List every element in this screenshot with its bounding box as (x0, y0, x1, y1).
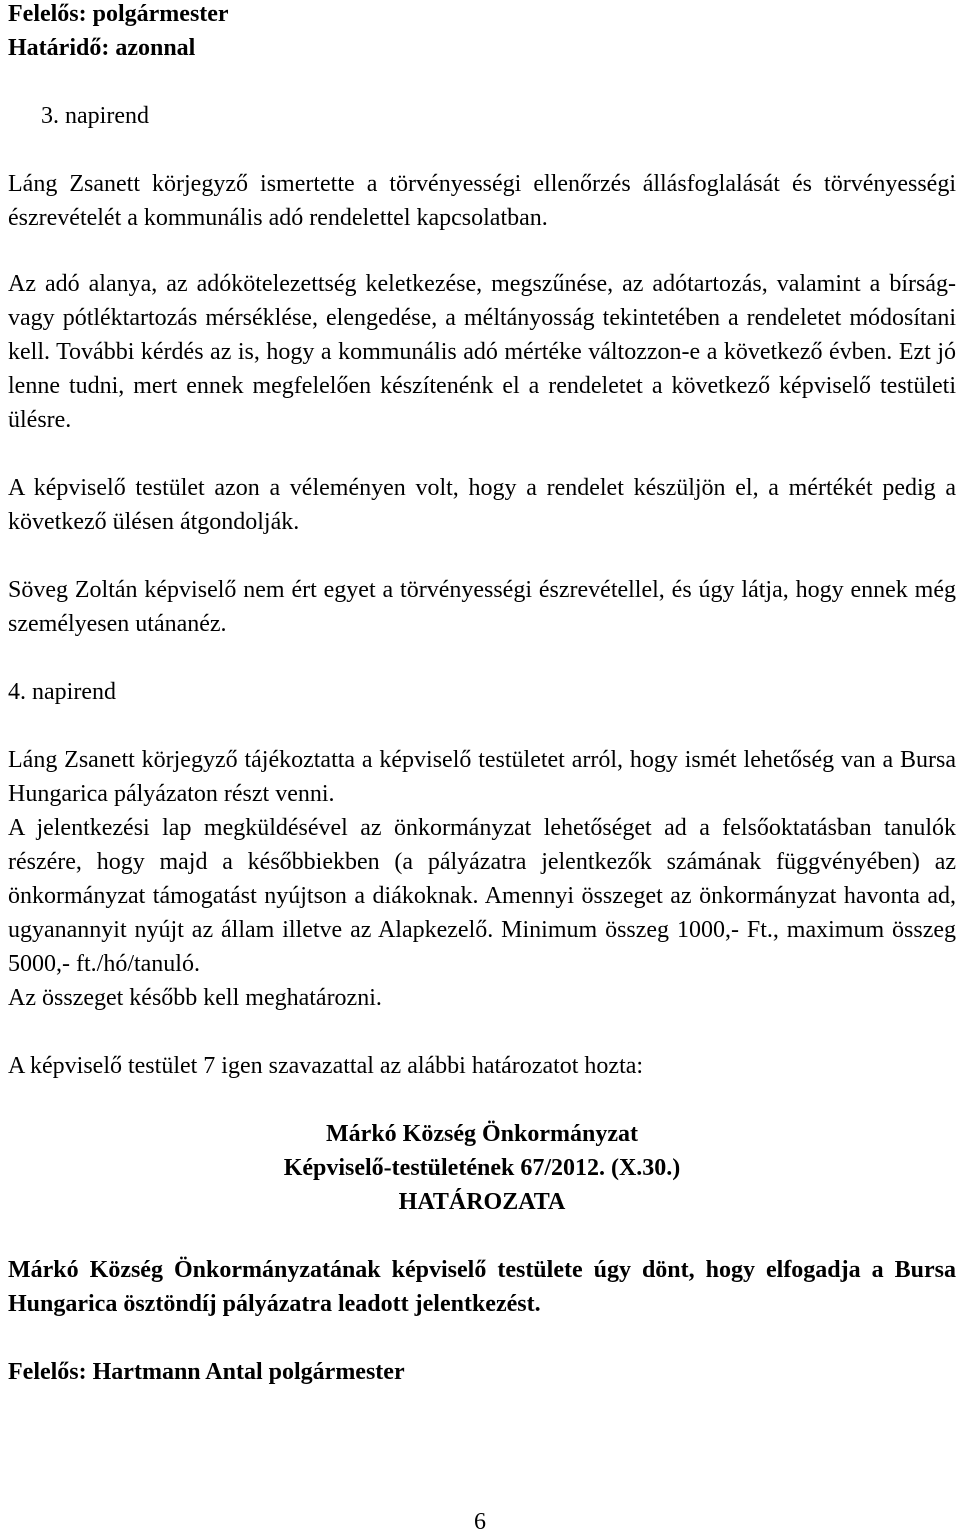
agenda-3-paragraph-1: Az adó alanya, az adókötelezettség keletkezése, megszűnése, az adótartozás, valamint a bírság- vagy pótléktartozás mérséklése, elengedése, a méltányosság tekintetében a rendeletet módosítani kell. További kérdés az is, hogy a kommunális adó mértéke változzon-e a következő évben. Ezt jó lenne tudni, mert ennek megfelelően készítenénk el a rendeletet a következő képviselő testületi ülésre. (8, 271, 956, 433)
header-deadline: Határidő: azonnal (8, 35, 196, 61)
vote-statement: A képviselő testület 7 igen szavazattal az alábbi határozatot hozta: (8, 1053, 644, 1079)
agenda-4-paragraph-2: A jelentkezési lap megküldésével az önkormányzat lehetőséget ad a felsőoktatásban tanulók részére, hogy majd a későbbiekben (a pályázatra jelentkezők számának függvényében) az önkormányzat támogatást nyújtson a diákoknak. Amennyi összeget az önkormányzat havonta ad, ugyanannyit nyújt az állam illetve az Alapkezelő. Minimum összeg 1000,- Ft., maximum összeg 5000,- ft./hó/tanuló. (8, 815, 956, 977)
resolution-title-3: HATÁROZATA (398, 1189, 566, 1215)
agenda-4-paragraph-1: Láng Zsanett körjegyző tájékoztatta a képviselő testületet arról, hogy ismét lehetőség van a Bursa Hungarica pályázaton részt venni. (8, 747, 956, 807)
agenda-3-paragraph-3: Söveg Zoltán képviselő nem ért egyet a törvényességi észrevétellel, és úgy látja, hogy ennek még személyesen utánanéz. (8, 577, 956, 637)
agenda-4-paragraph-3: Az összeget később kell meghatározni. (8, 985, 382, 1011)
agenda-4-heading: 4. napirend (8, 679, 116, 705)
resolution-title-2: Képviselő-testületének 67/2012. (X.30.) (283, 1155, 681, 1181)
page-number: 6 (474, 1509, 486, 1535)
agenda-3-paragraph-2: A képviselő testület azon a véleményen volt, hogy a rendelet készüljön el, a mértékét pedig a következő ülésen átgondolják. (8, 475, 956, 535)
header-responsible: Felelős: polgármester (8, 1, 229, 27)
document-page (8, 0, 956, 1389)
resolution-responsible: Felelős: Hartmann Antal polgármester (8, 1359, 405, 1385)
agenda-3-intro: Láng Zsanett körjegyző ismertette a törvényességi ellenőrzés állásfoglalását és törvényességi észrevételét a kommunális adó rendelettel kapcsolatban. (8, 171, 956, 231)
resolution-title-1: Márkó Község Önkormányzat (326, 1121, 638, 1147)
agenda-3-heading: 3. napirend (41, 103, 149, 129)
resolution-text: Márkó Község Önkormányzatának képviselő testülete úgy dönt, hogy elfogadja a Bursa Hungarica ösztöndíj pályázatra leadott jelentkezést. (8, 1257, 956, 1317)
